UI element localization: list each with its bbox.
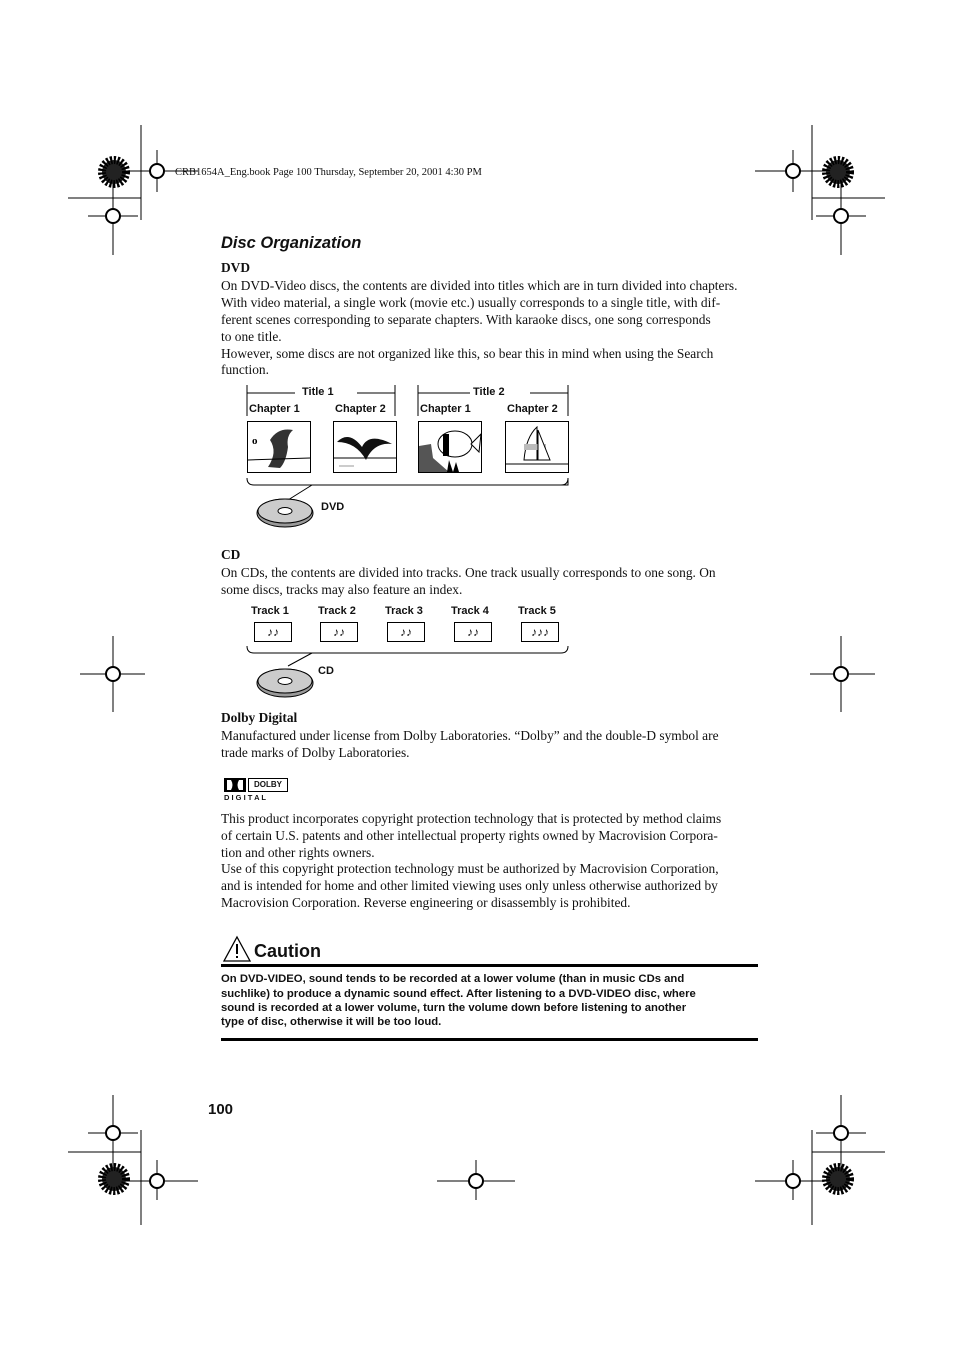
dvd-disc-icon xyxy=(257,499,313,527)
section-title: Disc Organization xyxy=(221,234,362,252)
cd-diagram-lines xyxy=(240,640,580,705)
dolby-logo-sub: D I G I T A L xyxy=(224,793,266,802)
macrovision-text: and is intended for home and other limited viewing uses only unless otherwise authorized by xyxy=(221,878,718,893)
double-d-icon xyxy=(224,778,246,792)
dolby-text: Manufactured under license from Dolby Laboratories. “Dolby” and the double-D symbol are xyxy=(221,728,719,743)
caution-text: type of disc, otherwise it will be too loud. xyxy=(221,1016,442,1028)
music-note-icon: ♪♪♪ xyxy=(521,622,559,642)
bird-image xyxy=(333,421,397,473)
chapter-label: Chapter 2 xyxy=(335,403,386,415)
cd-text: On CDs, the contents are divided into tracks. One track usually corresponds to one song. On xyxy=(221,565,716,580)
cd-text: some discs, tracks may also feature an index. xyxy=(221,582,463,597)
caution-text: sound is recorded at a lower volume, turn the volume down before listening to another xyxy=(221,1002,687,1014)
dvd-text: ferent scenes corresponding to separate chapters. With karaoke discs, one song corresponds xyxy=(221,312,711,327)
dvd-disc-label: DVD xyxy=(321,501,345,513)
dvd-text: However, some discs are not organized like this, so bear this in mind when using the Search xyxy=(221,346,714,361)
caution-text: suchlike) to produce a dynamic sound effect. After listening to a DVD-VIDEO disc, where xyxy=(221,988,696,1000)
track-label: Track 4 xyxy=(451,605,489,617)
macrovision-text: of certain U.S. patents and other intellectual property rights owned by Macrovision Corpora- xyxy=(221,828,718,843)
sailboat-image xyxy=(505,421,569,473)
file-info-header: CRB1654A_Eng.book Page 100 Thursday, September 20, 2001 4:30 PM xyxy=(175,167,482,178)
track-label: Track 5 xyxy=(518,605,556,617)
dvd-text: function. xyxy=(221,362,269,377)
macrovision-text: Use of this copyright protection technology must be authorized by Macrovision Corporation, xyxy=(221,861,719,876)
macrovision-text: tion and other rights owners. xyxy=(221,845,375,860)
dolby-heading: Dolby Digital xyxy=(221,710,298,725)
dolby-logo-word: DOLBY xyxy=(248,778,288,792)
dvd-text: With video material, a single work (movie etc.) usually corresponds to a single title, with dif- xyxy=(221,295,721,310)
macrovision-text: This product incorporates copyright protection technology that is protected by method claims xyxy=(221,811,722,826)
chapter-label: Chapter 2 xyxy=(507,403,558,415)
dolby-text: trade marks of Dolby Laboratories. xyxy=(221,745,410,760)
chapter-label: Chapter 1 xyxy=(420,403,471,415)
dvd-text: to one title. xyxy=(221,329,282,344)
caution-bottom-rule xyxy=(221,1038,758,1041)
page-number: 100 xyxy=(208,1101,234,1118)
dvd-text: On DVD-Video discs, the contents are divided into titles which are in turn divided into chapters. xyxy=(221,278,738,293)
warning-icon xyxy=(222,935,252,963)
cd-disc-label: CD xyxy=(318,665,334,677)
caution-top-rule xyxy=(221,964,758,967)
title-label: Title 1 xyxy=(302,386,334,398)
chapter-label: Chapter 1 xyxy=(249,403,300,415)
track-label: Track 2 xyxy=(318,605,356,617)
dvd-heading: DVD xyxy=(221,260,251,275)
title-label: Title 2 xyxy=(473,386,505,398)
music-note-icon: ♪♪ xyxy=(254,622,292,642)
macrovision-text: Macrovision Corporation. Reverse engineering or disassembly is prohibited. xyxy=(221,895,631,910)
cd-disc-icon xyxy=(257,669,313,697)
music-note-icon: ♪♪ xyxy=(320,622,358,642)
caution-title: Caution xyxy=(254,941,321,961)
dolphin-image xyxy=(247,421,311,473)
svg-text:o: o xyxy=(252,435,258,447)
dolby-digital-logo xyxy=(224,778,290,802)
track-label: Track 3 xyxy=(385,605,423,617)
caution-text: On DVD-VIDEO, sound tends to be recorded at a lower volume (than in music CDs and xyxy=(221,973,685,985)
cd-heading: CD xyxy=(221,547,241,562)
music-note-icon: ♪♪ xyxy=(454,622,492,642)
track-label: Track 1 xyxy=(251,605,289,617)
music-note-icon: ♪♪ xyxy=(387,622,425,642)
fish-image xyxy=(418,421,482,473)
